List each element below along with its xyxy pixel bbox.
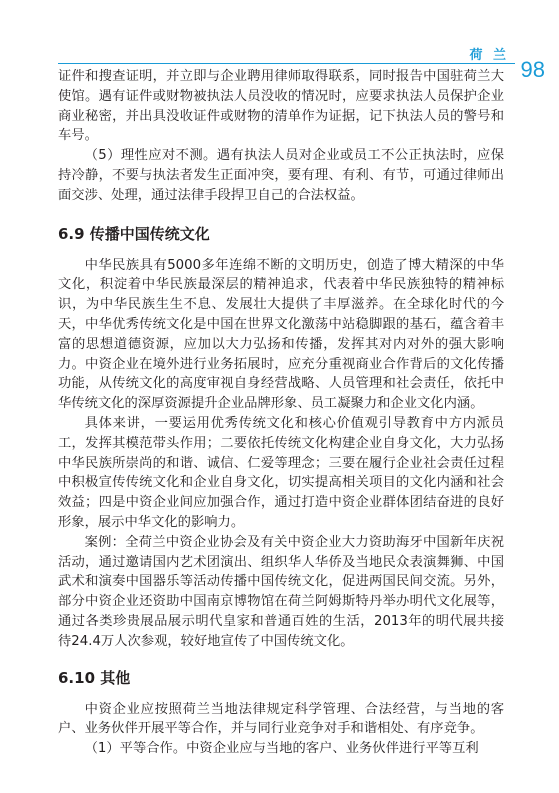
running-header: 荷 兰 — [469, 48, 509, 63]
section-heading: 6.10 其他 — [58, 668, 131, 687]
paragraph: 证件和搜查证明，并立即与企业聘用律师取得联系，同时报告中国驻荷兰大使馆。遇有证件或财物被执法人员没收的情况时，应要求执法人员保护企业商业秘密，并出具没收证件或财物的清单作为证据，记下执法人员的警号和车号。 — [58, 69, 504, 144]
paragraph: （1）平等合作。中资企业应与当地的客户、业务伙伴进行平等互利 — [84, 741, 479, 757]
page-number: 98 — [520, 57, 545, 82]
header-rule — [58, 63, 515, 64]
page-body — [58, 67, 504, 759]
section-heading: 6.9 传播中国传统文化 — [58, 224, 210, 243]
paragraph: 中资企业应按照荷兰当地法律规定科学管理、合法经营，与当地的客户、业务伙伴开展平等合作，并与同行业竞争对手和谐相处、有序竞争。 — [58, 701, 504, 737]
paragraph: 中华民族具有5000多年连绵不断的文明历史，创造了博大精深的中华文化，积淀着中华民族最深层的精神追求，代表着中华民族独特的精神标识，为中华民族生生不息、发展壮大提供了丰厚滋养。在全球化时代的今天，中华优秀传统文化是中国在世界文化激荡中站稳脚跟的基石，蕴含着丰富的思想道德资源，应加以大力弘扬和传播，发挥其对内对外的强大影响力。中资企业在境外进行业务拓展时，应充分重视商业合作背后的文化传播功能，从传统文化的高度审视自身经营战略、人员管理和社会责任，依托中华传统文化的深厚资源提升企业品牌形象、员工凝聚力和企业文化内涵。 — [58, 257, 504, 412]
paragraph: （5）理性应对不测。遇有执法人员对企业或员工不公正执法时，应保持冷静，不要与执法者发生正面冲突，要有理、有利、有节，可通过律师出面交涉、处理，通过法律手段捍卫自己的合法权益。 — [58, 148, 504, 203]
paragraph: 案例：全荷兰中资企业协会及有关中资企业大力资助海牙中国新年庆祝活动，通过邀请国内艺术团演出、组织华人华侨及当地民众表演舞狮、中国武术和演奏中国器乐等活动传播中国传统文化，促进两国民间交流。另外，部分中资企业还资助中国南京博物馆在荷兰阿姆斯特丹举办明代文化展等，通过各类珍贵展品展示明代皇家和普通百姓的生活，2013年的明代展共接待24.4万人次参观，较好地宣传了中国传统文化。 — [58, 534, 504, 649]
paragraph: 具体来讲，一要运用优秀传统文化和核心价值观引导教育中方内派员工，发挥其模范带头作用；二要依托传统文化构建企业自身文化，大力弘扬中华民族所崇尚的和谐、诚信、仁爱等理念；三要在履行企业社会责任过程中积极宣传传统文化和企业自身文化，切实提高相关项目的文化内涵和社会效益；四是中资企业间应加强合作，通过打造中资企业群体团结奋进的良好形象，展示中华文化的影响力。 — [58, 415, 504, 530]
